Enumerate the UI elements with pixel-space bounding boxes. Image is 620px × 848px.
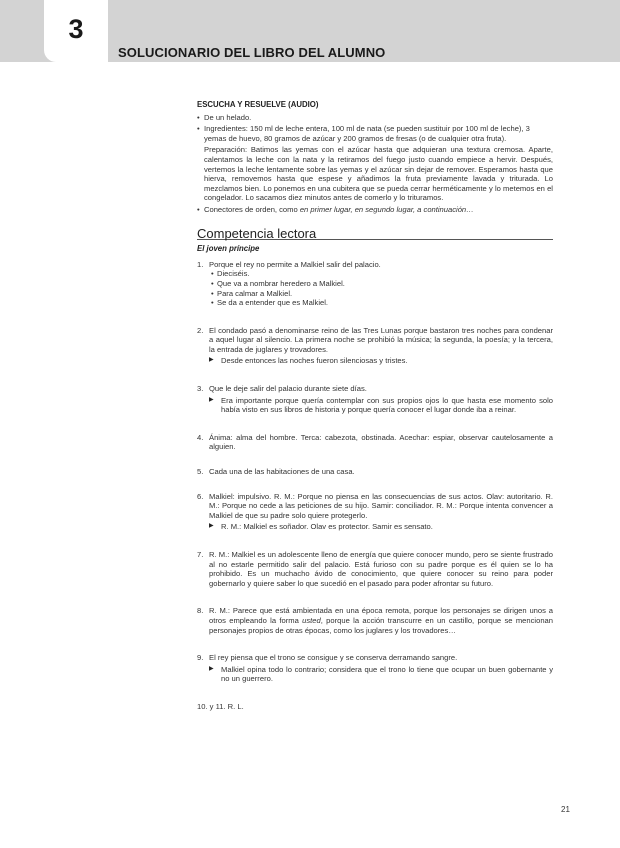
content xyxy=(197,100,553,716)
answer-8-text-a: R. M.: Parece que está ambientada en una época remota, porque los personajes se dirigen unos a otros empleando la forma xyxy=(209,606,553,625)
answer-3-text: Que le deje salir del palacio durante siete días. xyxy=(209,384,367,394)
answer-5 xyxy=(197,467,553,477)
answer-4-text: Ánima: alma del hombre. Terca: cabezota, obstinada. Acechar: espiar, observar cautelosamente a alguien. xyxy=(209,432,553,452)
answer-5-number: 5. xyxy=(197,467,204,477)
answer-2-number: 2. xyxy=(197,325,204,335)
answer-7-text: R. M.: Malkiel es un adolescente lleno de energía que quiere conocer mundo, pero se siente frustrado al no estarle permitido salir del palacio. Está furioso con su padre porque es él quien se lo ha prohibido. Es un muchacho ávido de conocimiento, que quiere conocer su reino para poder gobernarlo y quiere saber lo que sucedió en el pasado para poder afrontar su futuro. xyxy=(209,550,553,588)
header-title: SOLUCIONARIO DEL LIBRO DEL ALUMNO xyxy=(118,45,386,60)
answer-2-text: El condado pasó a denominarse reino de las Tres Lunas porque bastaron tres noches para condenar a aquel lugar al silencio. La primera noche se prohibió la música; la segunda, la poesía; y la tercera, la entrada de juglares y trovadores. xyxy=(209,325,553,354)
audio-preparation: Preparación: Batimos las yemas con el azúcar hasta que adquieran una textura cremosa. Aparte, calentamos la leche con la nata y la retiramos del fuego justo cuando empiece a hervir. Después, vertemos la leche lentamente sobre las yemas y el azúcar sin dejar de remover. Esperamos hasta que hierva, removemos hasta que espese y añadimos la fruta previamente lavada y triturada. Lo mezclamos bien. Lo ponemos en una cubitera que se pueda cerrar herméticamente y lo metemos en el congelador. Lo sacamos diez minutos antes de comerlo y lo trituramos. xyxy=(204,145,553,203)
page-number: 21 xyxy=(561,805,570,814)
answer-1-sub-2: • Que va a nombrar heredero a Malkiel. xyxy=(209,279,553,289)
answer-2-arrow-text: Desde entonces las noches fueron silenciosas y tristes. xyxy=(221,356,408,366)
arrow-icon: ▶ xyxy=(209,665,214,672)
answer-3-arrow-text: Era importante porque quería contemplar con sus propios ojos lo que hasta ese momento solo había visto en sus libros de historia y porque quería conocer el lugar donde iba a reinar. xyxy=(221,395,553,415)
answer-1-sub-1: • Dieciséis. xyxy=(209,269,553,279)
answer-6-arrow-text: R. M.: Malkiel es soñador. Olav es protector. Samir es sensato. xyxy=(221,522,433,532)
answer-8-text-b: , porque la acción transcurre en un castillo, porque se mencionan personajes propios de otras épocas, como los juglares y los trovadores… xyxy=(209,615,553,635)
answer-9-number: 9. xyxy=(197,653,204,663)
answer-1-number: 1. xyxy=(197,259,204,269)
arrow-icon: ▶ xyxy=(209,357,214,364)
audio-bullet-3-italic: en primer lugar, en segundo lugar, a continuación… xyxy=(299,204,474,214)
answer-6-number: 6. xyxy=(197,491,204,501)
audio-bullet-3-text: Conectores de orden, como xyxy=(204,204,300,214)
audio-bullet-3 xyxy=(197,205,553,215)
answer-3 xyxy=(197,384,553,415)
answer-1 xyxy=(197,260,553,308)
chapter-tab xyxy=(44,0,108,62)
audio-bullet-2: • Ingredientes: 150 ml de leche entera, 100 ml de nata (se pueden sustituir por 100 ml de leche), 3 yemas de huevo, 80 gramos de azúcar y 200 gramos de fresas (o de cualquier otra fruta). xyxy=(197,124,553,143)
answer-1-sub-4: • Se da a entender que es Malkiel. xyxy=(209,298,553,308)
section-title: Competencia lectora xyxy=(197,229,553,241)
answer-8 xyxy=(197,606,553,635)
audio-bullet-1: • De un helado. xyxy=(197,113,553,123)
answer-4-number: 4. xyxy=(197,432,204,442)
answer-6 xyxy=(197,492,553,532)
arrow-icon: ▶ xyxy=(209,523,214,530)
answer-1-text: Porque el rey no permite a Malkiel salir del palacio. xyxy=(209,259,381,269)
answer-5-text: Cada una de las habitaciones de una casa. xyxy=(209,467,355,477)
answer-9-text: El rey piensa que el trono se consigue y se conserva derramando sangre. xyxy=(209,653,458,663)
answer-9 xyxy=(197,653,553,684)
answer-6-text: Malkiel: impulsivo. R. M.: Porque no piensa en las consecuencias de sus actos. Olav: autoritario. R. M.: Porque no cede a las peticiones de su hijo. Samir: conciliador. R. M.: Porque intenta convencer a Malkiel de que su padre solo quiere protegerlo. xyxy=(209,491,553,520)
arrow-icon: ▶ xyxy=(209,396,214,403)
reading-title: El joven príncipe xyxy=(197,244,260,254)
answer-2 xyxy=(197,326,553,366)
answer-9-arrow-text: Malkiel opina todo lo contrario; considera que el trono lo tiene que ocupar un buen gobernante y no un guerrero. xyxy=(221,664,553,684)
answer-7 xyxy=(197,550,553,588)
answer-3-number: 3. xyxy=(197,384,204,394)
chapter-number: 3 xyxy=(68,14,84,44)
answer-4 xyxy=(197,433,553,452)
answer-7-number: 7. xyxy=(197,550,204,559)
answer-1-sub-3: • Para calmar a Malkiel. xyxy=(209,289,553,299)
answer-8-number: 8. xyxy=(197,606,204,616)
answer-10-11 xyxy=(197,702,553,712)
answer-10-11-text: 10. y 11. R. L. xyxy=(197,701,244,711)
answer-8-italic: usted xyxy=(302,615,321,625)
audio-heading: ESCUCHA Y RESUELVE (AUDIO) xyxy=(197,100,319,109)
